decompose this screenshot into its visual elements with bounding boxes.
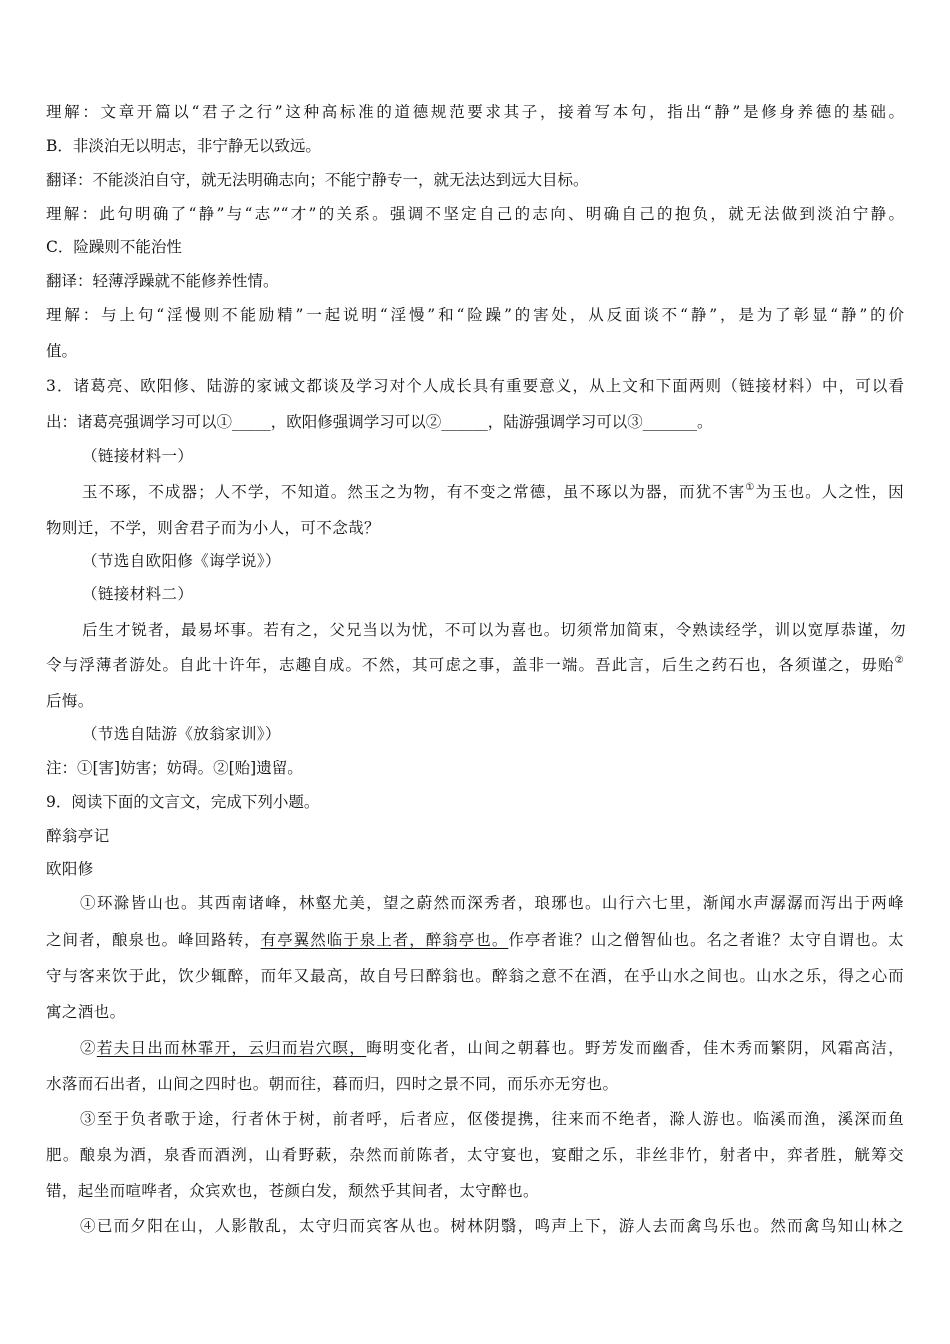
underlined-sentence: 若夫日出而林霏开，云归而岩穴暝， <box>96 1039 367 1057</box>
underlined-sentence: 有亭翼然临于泉上者，醉翁亭也。 <box>260 931 509 949</box>
text-line: 寓之酒也。 <box>46 1003 126 1021</box>
text-line: 守与客来饮于此，饮少辄醉，而年又最高，故自号曰醉翁也。醉翁之意不在酒，在乎山水之间也。山水之乐，得之心而 <box>46 967 904 985</box>
passage-title: 醉翁亭记 <box>46 827 110 845</box>
text-line: 水落而石出者，山间之四时也。朝而往，暮而归，四时之景不同，而乐亦无穷也。 <box>46 1075 619 1093</box>
text-line: 错，起坐而喧哗者，众宾欢也，苍颜白发，颓然乎其间者，太守醉也。 <box>46 1182 539 1200</box>
material-heading: （链接材料二） <box>82 585 194 603</box>
text-line: 翻译：不能淡泊自守，就无法明确志向；不能宁静专一，就无法达到远大目标。 <box>46 171 589 189</box>
footnote: 注：①[害]妨害；妨碍。②[贻]遗留。 <box>46 759 303 777</box>
text-line: B．非淡泊无以明志，非宁静无以致远。 <box>46 137 321 155</box>
text-line: 玉不琢，不成器；人不学，不知道。然玉之为物，有不变之常德，虽不琢以为器，而犹不害①为玉也。人之性，因 <box>82 482 904 501</box>
text-line: 后悔。 <box>46 692 94 710</box>
text-line: C．险躁则不能治性 <box>46 238 182 256</box>
text-line: 理解：与上句“淫慢则不能励精”一起说明“淫慢”和“险躁”的害处，从反面谈不“静”，是为了彰显“静”的价 <box>46 306 904 324</box>
source-note: （节选自欧阳修《诲学说》） <box>82 552 281 570</box>
text-line: 肥。酿泉为酒，泉香而酒洌，山肴野蔌，杂然而前陈者，太守宴也，宴酣之乐，非丝非竹，射者中，弈者胜，觥筹交 <box>46 1146 904 1164</box>
text-line: 3．诸葛亮、欧阳修、陆游的家诫文都谈及学习对个人成长具有重要意义，从上文和下面两则（链接材料）中，可以看 <box>46 377 904 395</box>
text-line: 理解：此句明确了“静”与“志”“才”的关系。强调不坚定自己的志向、明确自己的抱负，就无法做到淡泊宁静。 <box>46 205 904 223</box>
question-heading: 9．阅读下面的文言文，完成下列小题。 <box>46 793 320 811</box>
text-line: 之间者，酿泉也。峰回路转，有亭翼然临于泉上者，醉翁亭也。作亭者谁？山之僧智仙也。名之者谁？太守自谓也。太 <box>46 931 904 949</box>
passage-author: 欧阳修 <box>46 860 94 878</box>
text-line: 值。 <box>46 342 78 360</box>
text-line: ①环滁皆山也。其西南诸峰，林壑尤美，望之蔚然而深秀者，琅琊也。山行六七里，渐闻水声潺潺而泻出于两峰 <box>80 894 904 912</box>
text-line: 后生才锐者，最易坏事。若有之，父兄当以为忧，不可以为喜也。切须常加简束，令熟读经学，训以宽厚恭谨，勿 <box>82 621 906 639</box>
source-note: （节选自陆游《放翁家训》） <box>82 725 281 743</box>
text-line: 理解：文章开篇以“君子之行”这种高标准的道德规范要求其子，接着写本句，指出“静”是修身养德的基础。 <box>46 103 904 121</box>
text-line: 出：诸葛亮强调学习可以①_____，欧阳修强调学习可以②______，陆游强调学习可以③_______。 <box>46 413 713 431</box>
material-heading: （链接材料一） <box>82 447 194 465</box>
text-line: ②若夫日出而林霏开，云归而岩穴暝，晦明变化者，山间之朝暮也。野芳发而幽香，佳木秀而繁阴，风霜高洁， <box>80 1039 904 1057</box>
text-line: 翻译：轻薄浮躁就不能修养性情。 <box>46 272 279 290</box>
text-line: ③至于负者歌于途，行者休于树，前者呼，后者应，伛偻提携，往来而不绝者，滁人游也。临溪而渔，溪深而鱼 <box>80 1110 904 1128</box>
text-line: 物则迁，不学，则舍君子而为小人，可不念哉？ <box>46 519 380 537</box>
text-line: ④已而夕阳在山，人影散乱，太守归而宾客从也。树林阴翳，鸣声上下，游人去而禽鸟乐也。然而禽鸟知山林之 <box>80 1217 904 1235</box>
text-line: 令与浮薄者游处。自此十许年，志趣自成。不然，其可虑之事，盖非一端。吾此言，后生之药石也，各须谨之，毋贻② <box>46 655 904 674</box>
